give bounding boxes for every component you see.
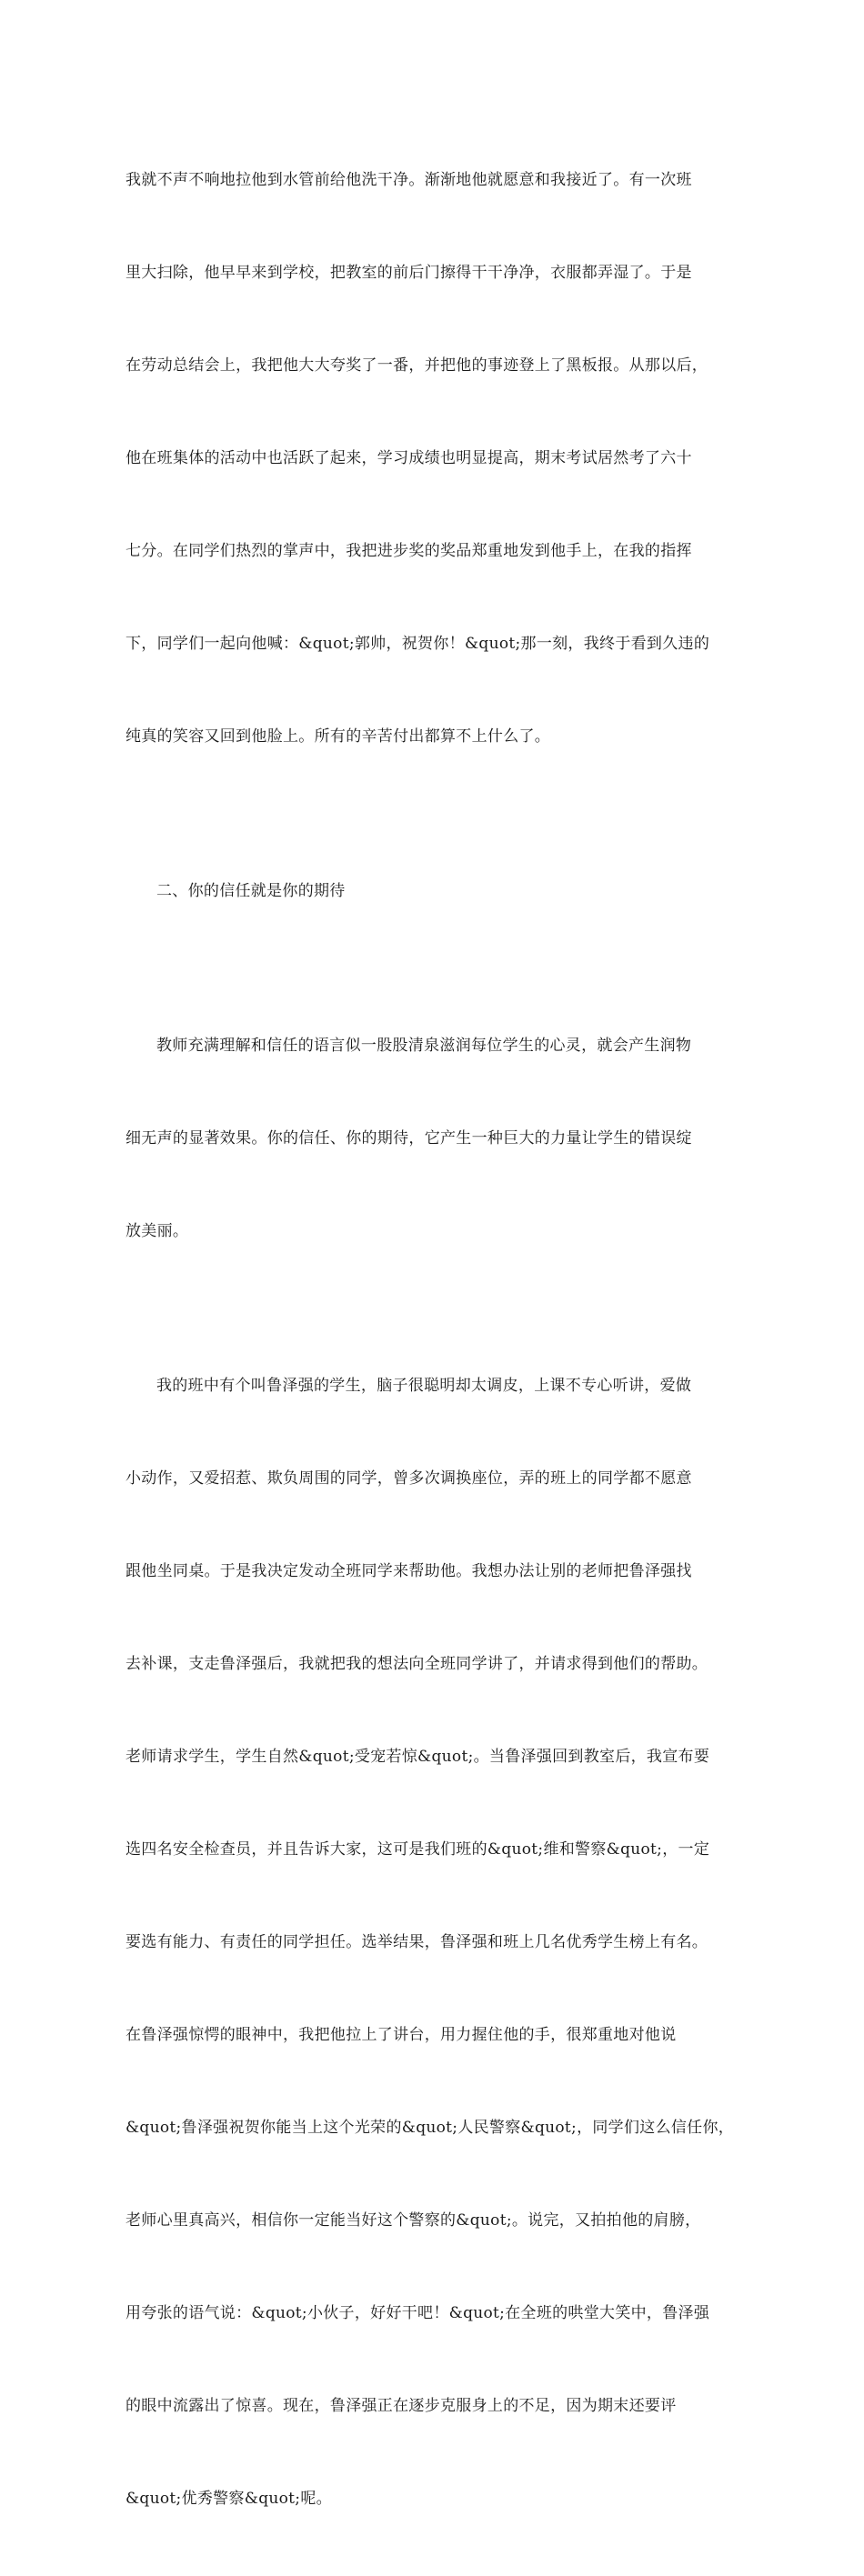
heading-line: 二、你的信任就是你的期待 bbox=[156, 882, 346, 900]
text-line: 的眼中流露出了惊喜。现在，鲁泽强正在逐步克服身上的不足，因为期末还要评 bbox=[126, 2397, 677, 2415]
text-line: 跟他坐同桌。于是我决定发动全班同学来帮助他。我想办法让别的老师把鲁泽强找 bbox=[126, 1562, 692, 1580]
paragraph-intro bbox=[126, 968, 753, 1308]
text-line: 要选有能力、有责任的同学担任。选举结果，鲁泽强和班上几名优秀学生榜上有名。 bbox=[126, 1933, 708, 1951]
paragraph-story bbox=[126, 1308, 753, 2576]
text-line: &quot;优秀警察&quot;呢。 bbox=[126, 2490, 332, 2508]
paragraph-continuation bbox=[126, 103, 753, 814]
document-body bbox=[126, 103, 753, 2576]
section-heading bbox=[126, 814, 753, 968]
text-line: 在劳动总结会上，我把他大大夸奖了一番，并把他的事迹登上了黑板报。从那以后， bbox=[126, 356, 708, 375]
text-line: 小动作，又爱招惹、欺负周围的同学，曾多次调换座位，弄的班上的同学都不愿意 bbox=[126, 1469, 692, 1488]
text-line: 选四名安全检查员，并且告诉大家，这可是我们班的&quot;维和警察&quot;，一定 bbox=[126, 1840, 710, 1859]
text-line: 在鲁泽强惊愕的眼神中，我把他拉上了讲台，用力握住他的手，很郑重地对他说 bbox=[126, 2026, 677, 2044]
text-line: 用夸张的语气说：&quot;小伙子，好好干吧！&quot;在全班的哄堂大笑中，鲁泽强 bbox=[126, 2304, 710, 2322]
text-line: 细无声的显著效果。你的信任、你的期待，它产生一种巨大的力量让学生的错误绽 bbox=[126, 1129, 692, 1148]
text-line: 老师请求学生，学生自然&quot;受宠若惊&quot;。当鲁泽强回到教室后，我宣布要 bbox=[126, 1748, 710, 1766]
text-line: 我的班中有个叫鲁泽强的学生，脑子很聪明却太调皮，上课不专心听讲，爱做 bbox=[156, 1377, 692, 1395]
text-line: 纯真的笑容又回到他脸上。所有的辛苦付出都算不上什么了。 bbox=[126, 727, 551, 746]
text-line: 放美丽。 bbox=[126, 1222, 189, 1240]
text-line: 我就不声不响地拉他到水管前给他洗干净。渐渐地他就愿意和我接近了。有一次班 bbox=[126, 171, 692, 189]
text-line: 教师充满理解和信任的语言似一股股清泉滋润每位学生的心灵，就会产生润物 bbox=[156, 1037, 692, 1055]
text-line: &quot;鲁泽强祝贺你能当上这个光荣的&quot;人民警察&quot;，同学们这么信任你， bbox=[126, 2119, 735, 2137]
text-line: 里大扫除，他早早来到学校，把教室的前后门擦得干干净净，衣服都弄湿了。于是 bbox=[126, 264, 692, 282]
text-line: 七分。在同学们热烈的掌声中，我把进步奖的奖品郑重地发到他手上，在我的指挥 bbox=[126, 542, 692, 560]
text-line: 下，同学们一起向他喊：&quot;郭帅，祝贺你！&quot;那一刻，我终于看到久违的 bbox=[126, 635, 710, 653]
text-line: 他在班集体的活动中也活跃了起来，学习成绩也明显提高，期末考试居然考了六十 bbox=[126, 449, 692, 467]
text-line: 去补课，支走鲁泽强后，我就把我的想法向全班同学讲了，并请求得到他们的帮助。 bbox=[126, 1655, 708, 1673]
text-line: 老师心里真高兴，相信你一定能当好这个警察的&quot;。说完，又拍拍他的肩膀， bbox=[126, 2211, 701, 2230]
